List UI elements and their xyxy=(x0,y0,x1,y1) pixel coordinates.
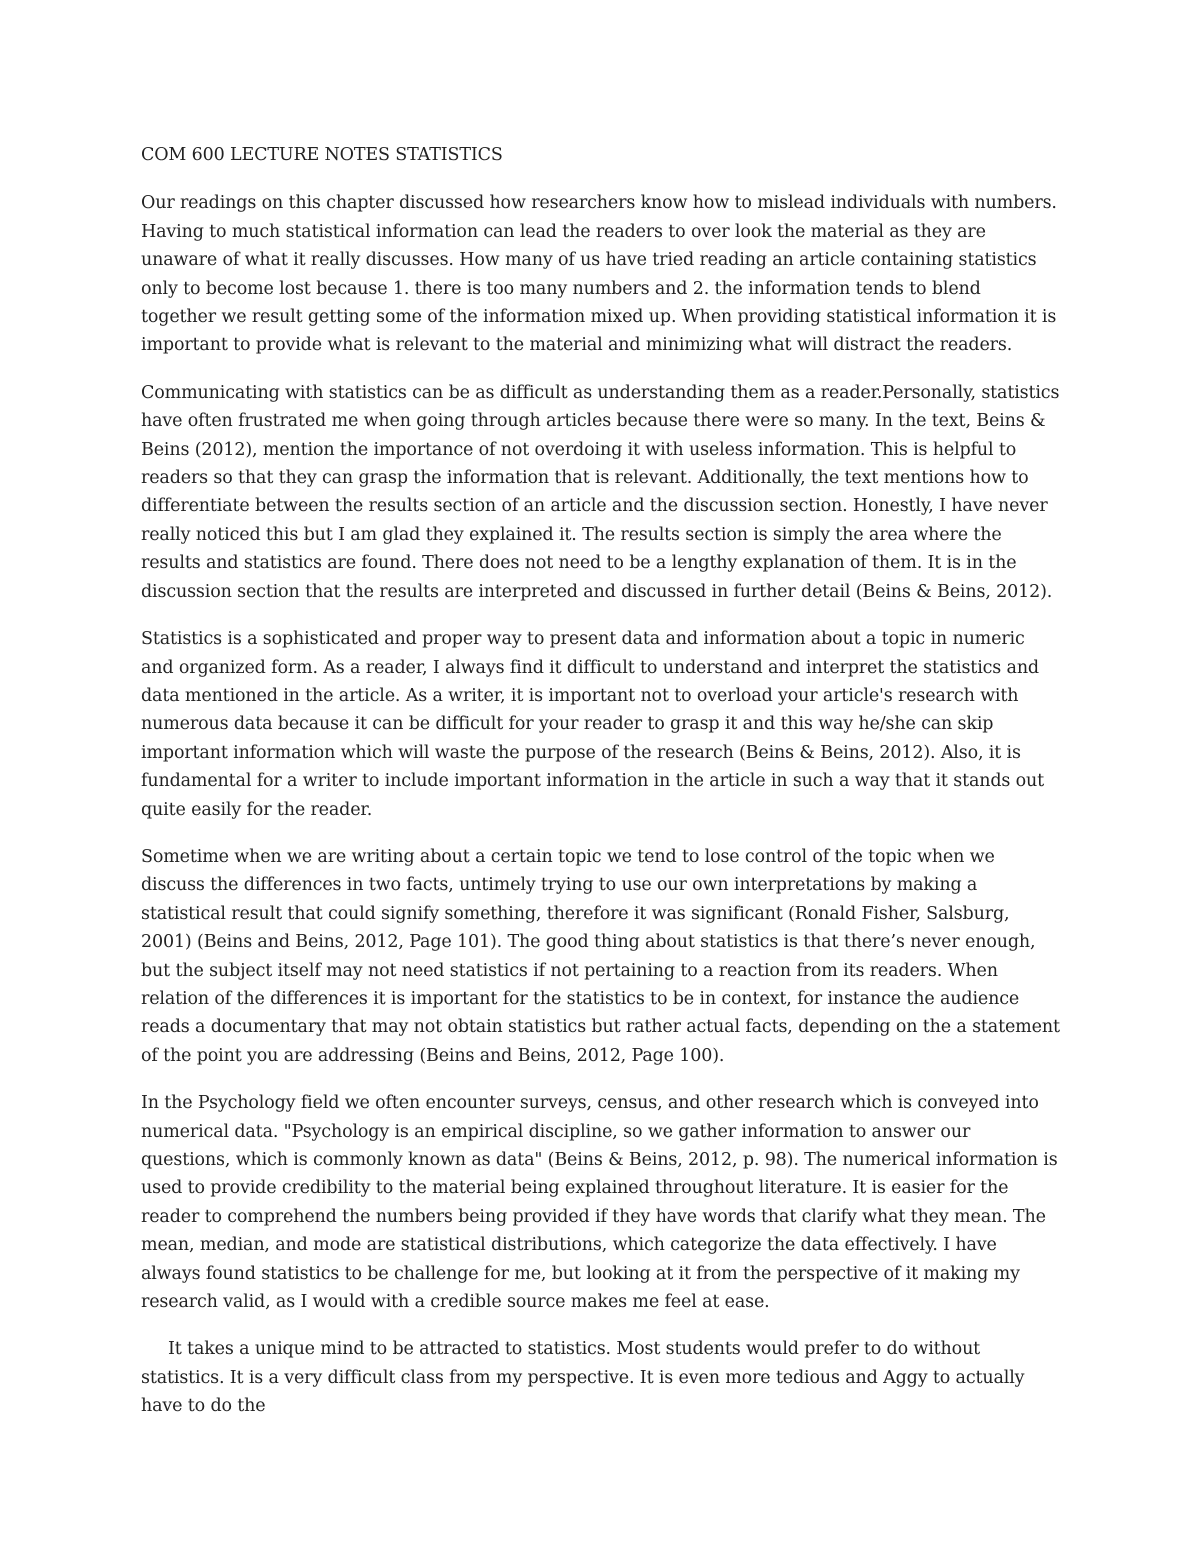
paragraph-4: Sometime when we are writing about a certain topic we tend to lose control of the topic when we discuss the differences in two facts, untimely trying to use our own interpretations by making a statistical result that could signify something, therefore it was significant (Ronald Fisher, Salsburg, 2001) (Beins and Beins, 2012, Page 101). The good thing about statistics is that there’s never enough, but the subject itself may not need statistics if not pertaining to a reaction from its readers. When relation of the differences it is important for the statistics to be in context, for instance the audience reads a documentary that may not obtain statistics but rather actual facts, depending on the a statement of the point you are addressing (Beins and Beins, 2012, Page 100). xyxy=(141,846,1060,1066)
paragraph-1: Our readings on this chapter discussed how researchers know how to mislead individuals with numbers. Having to much statistical information can lead the readers to over look the material as they are unaware of what it really discusses. How many of us have tried reading an article containing statistics only to become lost because 1. there is too many numbers and 2. the information tends to blend together we result getting some of the information mixed up. When providing statistical information it is important to provide what is relevant to the material and minimizing what will distract the readers. xyxy=(141,193,1057,356)
paragraph-2: Communicating with statistics can be as difficult as understanding them as a reader.Personally, statistics have often frustrated me when going through articles because there were so many. In the text, Beins & Beins (2012), mention the importance of not overdoing it with useless information. This is helpful to readers so that they can grasp the information that is relevant. Additionally, the text mentions how to differentiate between the results section of an article and the discussion section. Honestly, I have never really noticed this but I am glad they explained it. The results section is simply the area where the results and statistics are found. There does not need to be a lengthy explanation of them. It is in the discussion section that the results are interpreted and discussed in further detail (Beins & Beins, 2012). xyxy=(141,382,1060,602)
paragraph-6: It takes a unique mind to be attracted to statistics. Most students would prefer to do without statistics. It is a very difficult class from my perspective. It is even more tedious and Aggy to actually have to do the xyxy=(141,1339,1025,1417)
paragraph-3: Statistics is a sophisticated and proper way to present data and information about a topic in numeric and organized form. As a reader, I always find it difficult to understand and interpret the statistics and data mentioned in the article. As a writer, it is important not to overload your article's research with numerous data because it can be difficult for your reader to grasp it and this way he/she can skip important information which will waste the purpose of the research (Beins & Beins, 2012). Also, it is fundamental for a writer to include important information in the article in such a way that it stands out quite easily for the reader. xyxy=(141,629,1045,820)
document-body xyxy=(141,141,1061,1440)
document-title: COM 600 LECTURE NOTES STATISTICS xyxy=(141,145,503,165)
paragraph-5: In the Psychology field we often encounter surveys, census, and other research which is conveyed into numerical data. "Psychology is an empirical discipline, so we gather information to answer our questions, which is commonly known as data" (Beins & Beins, 2012, p. 98). The numerical information is used to provide credibility to the material being explained throughout literature. It is easier for the reader to comprehend the numbers being provided if they have words that clarify what they mean. The mean, median, and mode are statistical distributions, which categorize the data effectively. I have always found statistics to be challenge for me, but looking at it from the perspective of it making my research valid, as I would with a credible source makes me feel at ease. xyxy=(141,1093,1058,1313)
